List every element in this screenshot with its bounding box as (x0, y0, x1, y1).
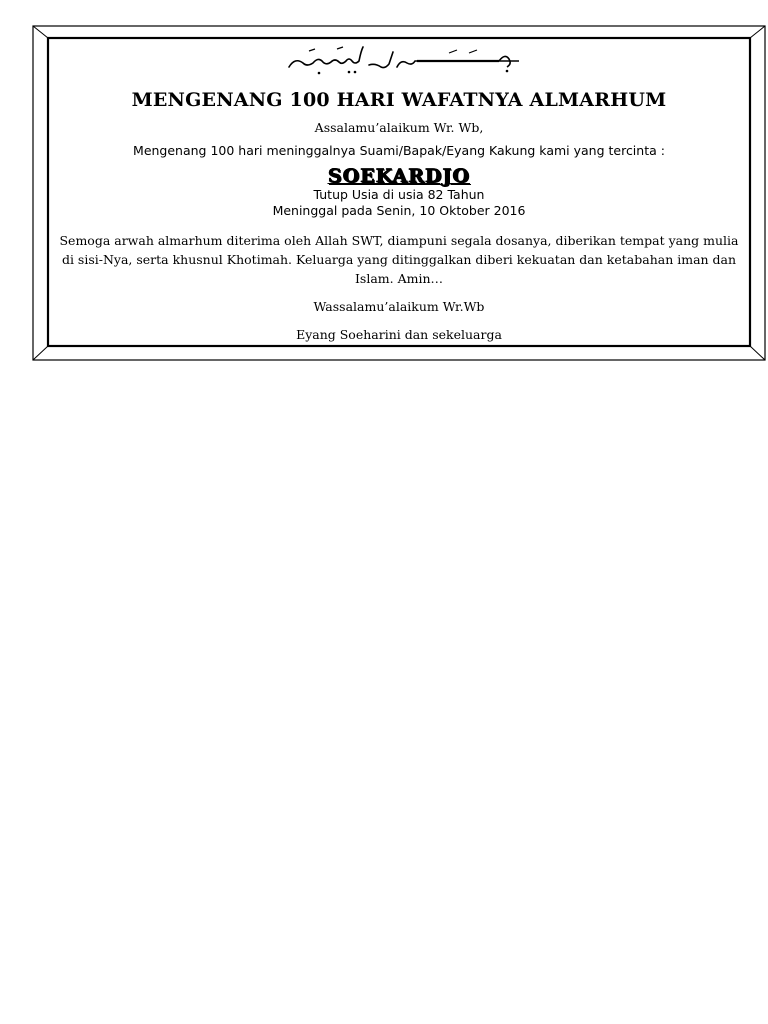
age-line: Tutup Usia di usia 82 Tahun (313, 187, 485, 202)
intro-text: Mengenang 100 hari meninggalnya Suami/Bapak/Eyang Kakung kami yang tercinta : (133, 143, 665, 158)
closing-greeting: Wassalamu’alaikum Wr.Wb (313, 299, 485, 314)
basmalah-calligraphy-icon (279, 43, 519, 77)
opening-greeting: Assalamu’alaikum Wr. Wb, (314, 120, 484, 135)
death-date-line: Meninggal pada Senin, 10 Oktober 2016 (272, 203, 526, 218)
prayer-text: Semoga arwah almarhum diterima oleh Allah SWT, diampuni segala dosanya, diberikan tempat yang mulia di sisi-Nya, serta khusnul Khotimah. Keluarga yang ditinggalkan diberi kekuatan dan ketabahan iman dan Islam. Amin… (59, 233, 739, 286)
deceased-name: SOEKARDJO (327, 165, 471, 187)
memorial-frame (32, 25, 766, 361)
announcement-title: MENGENANG 100 HARI WAFATNYA ALMARHUM (131, 89, 667, 111)
family-signature: Eyang Soeharini dan sekeluarga (296, 327, 502, 342)
memorial-content (50, 39, 748, 344)
